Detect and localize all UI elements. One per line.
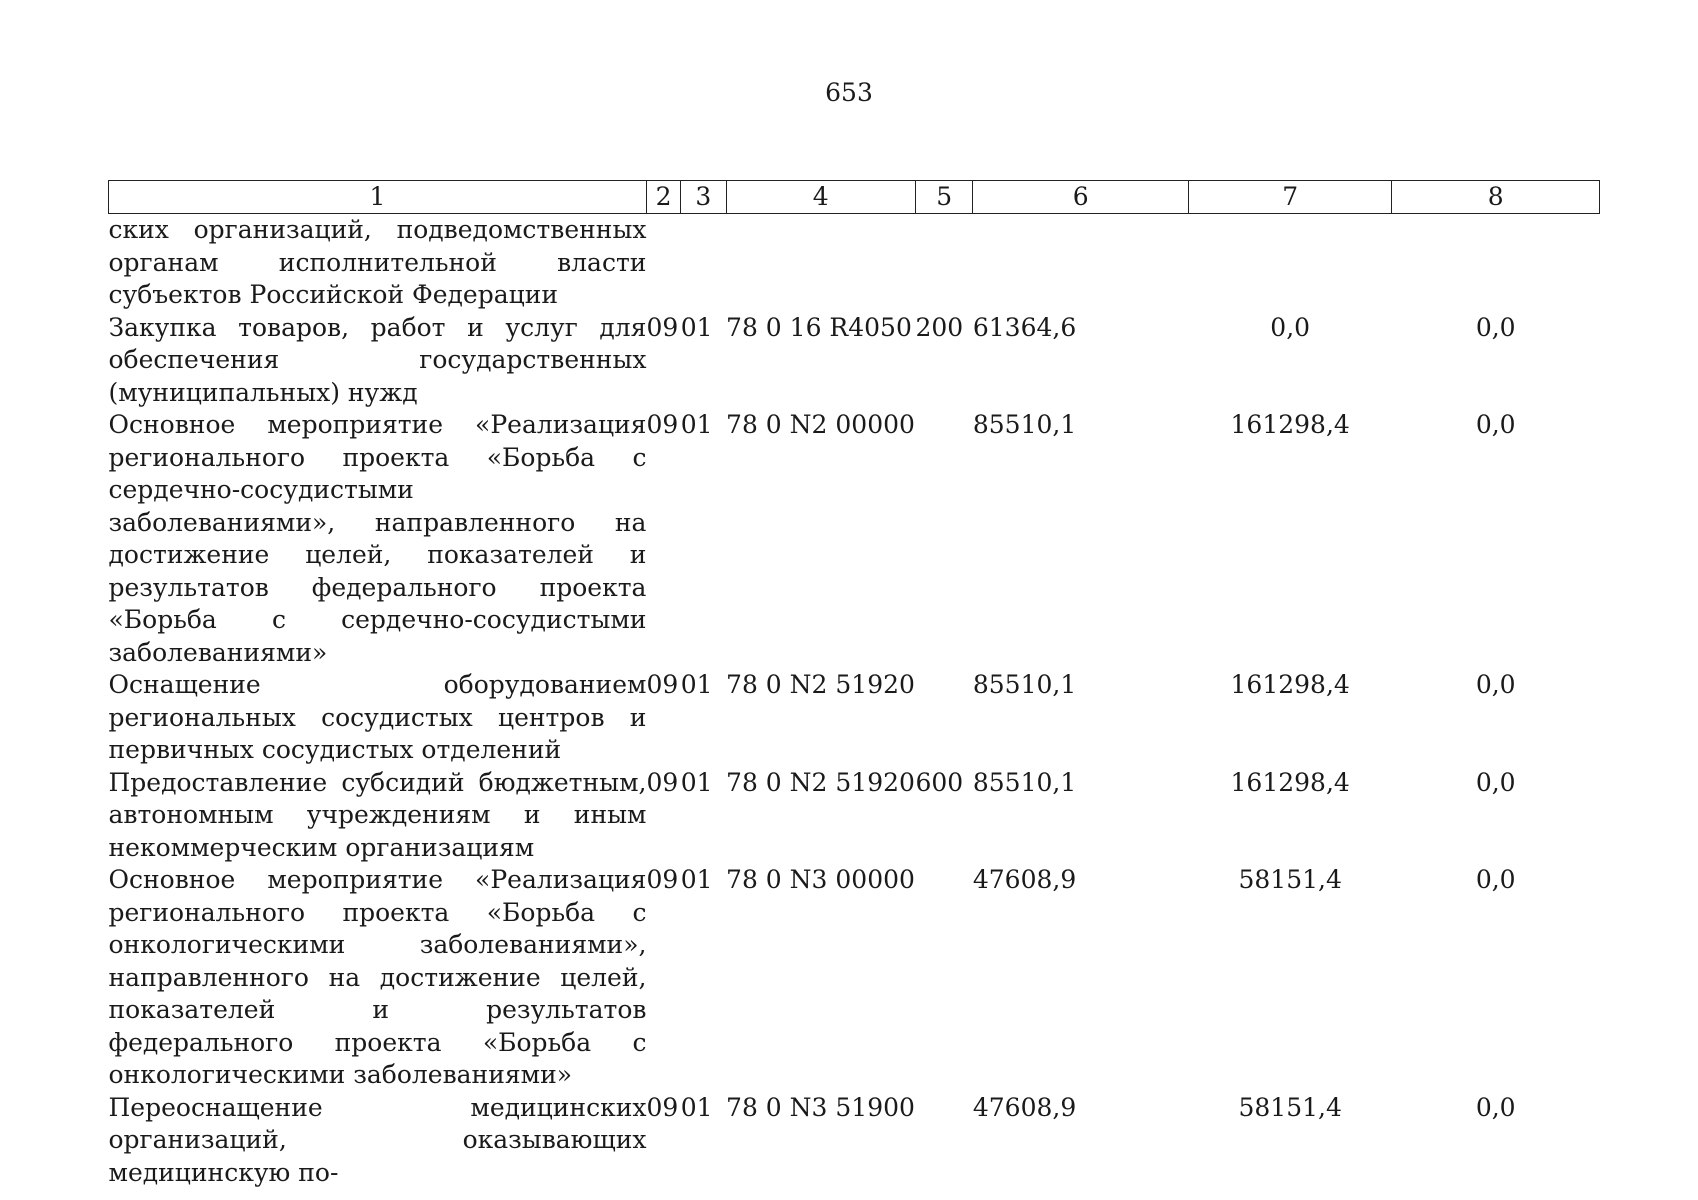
- row-target-code: [726, 214, 915, 312]
- row-subsection: 01: [680, 312, 713, 342]
- row-amount-col8: 0,0: [1475, 410, 1516, 439]
- header-row: [109, 181, 1600, 214]
- row-target-code: 78 0 N3 00000: [726, 865, 915, 894]
- row-subsection: 01: [680, 410, 713, 439]
- row-section: 09: [646, 312, 679, 342]
- row-amount-col7: [1188, 214, 1392, 312]
- row-subsection: 01: [680, 670, 713, 699]
- row-name: Закупка товаров, работ и услуг для обеспечения государственных (муниципальных) нужд: [108, 312, 647, 407]
- row-amount-col6: 47608,9: [972, 865, 1077, 894]
- row-amount-col7: 161298,4: [1230, 670, 1350, 699]
- row-name: Основное мероприятие «Реализация регионального проекта «Борьба с онкологическими заболеваниями», направленного на достижение целей, показателей и результатов федерального проекта «Борьба с онкологическими заболеваниями»: [108, 865, 647, 1089]
- header-col-5: 5: [915, 181, 972, 214]
- row-target-code: 78 0 N2 51920: [726, 767, 915, 797]
- table-row: [109, 1092, 1600, 1190]
- row-amount-col6: [973, 214, 1189, 312]
- row-expense-type: 200: [915, 312, 964, 342]
- row-amount-col6: 47608,9: [972, 1092, 1077, 1122]
- header-col-4: 4: [726, 181, 915, 214]
- row-expense-type: [915, 214, 972, 312]
- row-name: Переоснащение медицинских организаций, оказывающих медицинскую по-: [108, 1092, 647, 1187]
- header-col-8: 8: [1392, 181, 1600, 214]
- row-name: Оснащение оборудованием региональных сосудистых центров и первичных сосудистых отделений: [108, 670, 647, 764]
- row-section: 09: [646, 410, 679, 439]
- row-amount-col8: 0,0: [1475, 1092, 1516, 1122]
- row-section: [646, 214, 680, 312]
- table-row: [109, 312, 1600, 410]
- row-amount-col7: 58151,4: [1238, 865, 1342, 894]
- row-section: 09: [646, 1092, 679, 1122]
- row-amount-col7: 161298,4: [1230, 767, 1350, 797]
- row-amount-col6: 61364,6: [972, 312, 1077, 342]
- row-target-code: 78 0 N3 51900: [726, 1092, 915, 1122]
- row-amount-col8: [1392, 214, 1600, 312]
- row-amount-col8: 0,0: [1475, 312, 1516, 342]
- table-row: [109, 669, 1600, 767]
- table-row: [109, 864, 1600, 1092]
- row-expense-type: 600: [915, 767, 964, 797]
- row-target-code: 78 0 N2 00000: [726, 410, 915, 439]
- table-row: [109, 214, 1600, 312]
- row-subsection: 01: [680, 865, 713, 894]
- header-col-7: 7: [1188, 181, 1392, 214]
- header-col-6: 6: [973, 181, 1189, 214]
- row-subsection: 01: [680, 767, 713, 797]
- budget-table: [108, 180, 1600, 1189]
- row-target-code: 78 0 N2 51920: [726, 670, 915, 699]
- row-name: ских организаций, подведомственных органам исполнительной власти субъектов Российской Федерации: [108, 215, 647, 309]
- row-amount-col7: 58151,4: [1238, 1092, 1342, 1122]
- page-number: 653: [825, 78, 873, 107]
- header-col-3: 3: [681, 181, 726, 214]
- row-amount-col8: 0,0: [1475, 865, 1516, 894]
- row-amount-col6: 85510,1: [972, 670, 1077, 699]
- row-name: Основное мероприятие «Реализация регионального проекта «Борьба с сердечно-сосудистыми заболеваниями», направленного на достижение целей, показателей и результатов федерального проекта «Борьба с сердечно-сосудистыми заболеваниями»: [108, 410, 647, 667]
- row-name: Предоставление субсидий бюджетным, автономным учреждениям и иным некоммерческим организациям: [108, 767, 647, 862]
- row-amount-col6: 85510,1: [972, 410, 1077, 439]
- table-row: [109, 409, 1600, 669]
- table-row: [109, 767, 1600, 865]
- header-col-2: 2: [646, 181, 680, 214]
- row-expense-type: [915, 409, 972, 669]
- row-amount-col6: 85510,1: [972, 767, 1077, 797]
- row-expense-type: [915, 864, 972, 1092]
- row-target-code: 78 0 16 R4050: [726, 312, 912, 342]
- row-expense-type: [915, 1092, 972, 1190]
- row-amount-col7: 0,0: [1270, 312, 1311, 342]
- row-section: 09: [646, 670, 679, 699]
- row-subsection: 01: [680, 1092, 713, 1122]
- row-section: 09: [646, 865, 679, 894]
- header-col-1: 1: [109, 181, 647, 214]
- row-amount-col8: 0,0: [1475, 670, 1516, 699]
- row-expense-type: [915, 669, 972, 767]
- row-section: 09: [646, 767, 679, 797]
- row-amount-col8: 0,0: [1475, 767, 1516, 797]
- row-subsection: [681, 214, 726, 312]
- row-amount-col7: 161298,4: [1230, 410, 1350, 439]
